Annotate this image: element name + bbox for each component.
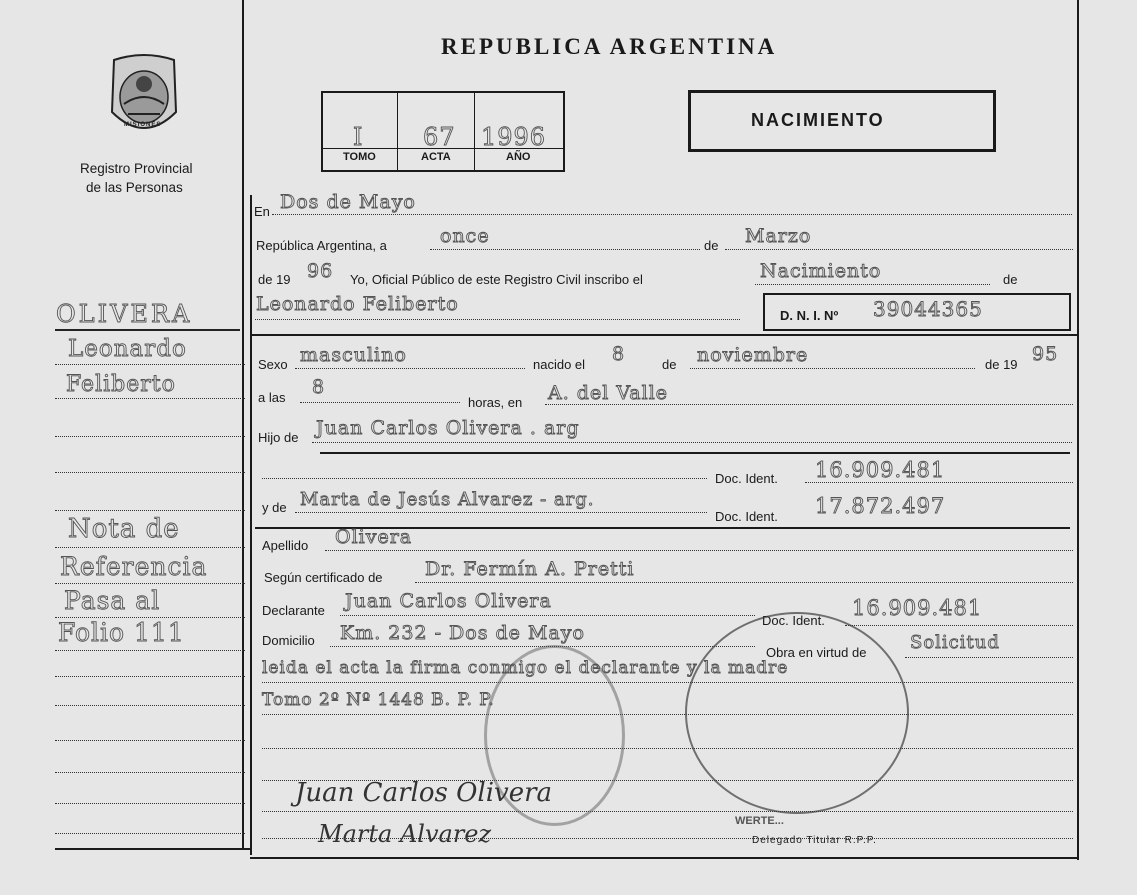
declarante-value: Juan Carlos Olivera <box>345 590 552 612</box>
obra-value: Solicitud <box>910 632 1000 653</box>
acta-value: 67 <box>423 123 456 151</box>
extra-line1: leida el acta la firma conmigo el declarante y la madre <box>262 658 789 678</box>
birth-year-prefix: de 19 <box>985 357 1018 372</box>
inscribo-value: Nacimiento <box>760 260 882 282</box>
tomo-value: I <box>353 123 364 151</box>
alas-label: a las <box>258 390 286 405</box>
de-label-2: de <box>1003 272 1018 287</box>
father-value: Juan Carlos Olivera . arg <box>316 417 580 439</box>
obra-label: Obra en virtud de <box>766 645 867 660</box>
father-doc: 16.909.481 <box>815 458 946 482</box>
margin-note4: Folio 111 <box>58 618 185 647</box>
ano-value: 1996 <box>481 123 547 151</box>
main-bottom-border <box>250 857 1079 859</box>
yde-label: y de <box>262 500 287 515</box>
day-value: once <box>440 225 490 247</box>
registry-line1: Registro Provincial <box>80 161 193 176</box>
month-de-label: de <box>704 238 719 253</box>
main-right-border <box>1077 0 1079 860</box>
dni-value: 39044365 <box>873 297 983 321</box>
tomo-label: TOMO <box>343 151 376 163</box>
declarante-label: Declarante <box>262 603 325 618</box>
declarante-doc: 16.909.481 <box>852 596 983 620</box>
dni-box <box>763 293 1071 331</box>
record-box <box>321 91 565 172</box>
registry-line2: de las Personas <box>86 180 183 195</box>
mother-value: Marta de Jesús Alvarez - arg. <box>300 489 595 510</box>
margin-name2: Feliberto <box>66 372 176 397</box>
birth-month-de-label: de <box>662 357 677 372</box>
year-prefix: de 19 <box>258 272 291 287</box>
sexo-label: Sexo <box>258 357 288 372</box>
ano-label: AÑO <box>506 151 531 163</box>
official-name: WERTE... <box>735 815 784 827</box>
hour-value: 8 <box>312 376 326 398</box>
place-value: A. del Valle <box>548 382 669 404</box>
republica-label: República Argentina, a <box>256 238 387 253</box>
signature-loop <box>685 612 909 814</box>
mother-doc-label: Doc. Ident. <box>715 509 778 524</box>
en-value: Dos de Mayo <box>280 191 416 213</box>
coat-of-arms-seal <box>104 52 184 140</box>
signature-2: Marta Alvarez <box>318 820 492 848</box>
segun-label: Según certificado de <box>264 570 383 585</box>
father-doc-label: Doc. Ident. <box>715 471 778 486</box>
domicilio-label: Domicilio <box>262 633 315 648</box>
apellido-value: Olivera <box>335 526 413 548</box>
apellido-label: Apellido <box>262 538 309 553</box>
en-label: En <box>254 204 270 219</box>
document-type-box <box>688 90 996 152</box>
mother-doc: 17.872.497 <box>815 494 946 518</box>
year-value: 96 <box>307 260 334 282</box>
dni-label: D. N. I. Nº <box>780 308 839 323</box>
hijo-label: Hijo de <box>258 430 299 445</box>
domicilio-value: Km. 232 - Dos de Mayo <box>340 622 585 644</box>
margin-note3: Pasa al <box>64 586 161 615</box>
official-title: Delegado Titular R.P.P. <box>752 835 877 846</box>
declarante-doc-label: Doc. Ident. <box>762 613 825 628</box>
margin-note1: Nota de <box>68 514 180 544</box>
certificado-value: Dr. Fermín A. Pretti <box>425 558 635 580</box>
extra-line2: Tomo 2º Nº 1448 B. P. P. <box>262 690 495 710</box>
acta-label: ACTA <box>421 151 451 163</box>
month-value: Marzo <box>745 225 812 247</box>
country-title: REPUBLICA ARGENTINA <box>441 34 778 59</box>
document-type: NACIMIENTO <box>751 110 885 130</box>
seal-text: MISIONES <box>124 122 162 128</box>
sexo-value: masculino <box>300 344 407 366</box>
inscribo-label: Yo, Oficial Público de este Registro Civil inscribo el <box>350 272 643 287</box>
nacido-label: nacido el <box>533 357 586 372</box>
margin-name1: Leonardo <box>68 336 187 362</box>
birth-day: 8 <box>612 343 626 365</box>
margin-surname: OLIVERA <box>56 300 193 328</box>
signature-1: Juan Carlos Olivera <box>295 778 553 808</box>
margin-note2: Referencia <box>60 552 208 581</box>
left-border <box>242 0 244 850</box>
birth-month: noviembre <box>697 344 809 366</box>
child-name: Leonardo Feliberto <box>256 293 459 315</box>
birth-year: 95 <box>1032 343 1059 365</box>
main-left-border <box>250 195 252 855</box>
left-bottom-border <box>55 848 251 850</box>
horas-label: horas, en <box>468 395 523 410</box>
